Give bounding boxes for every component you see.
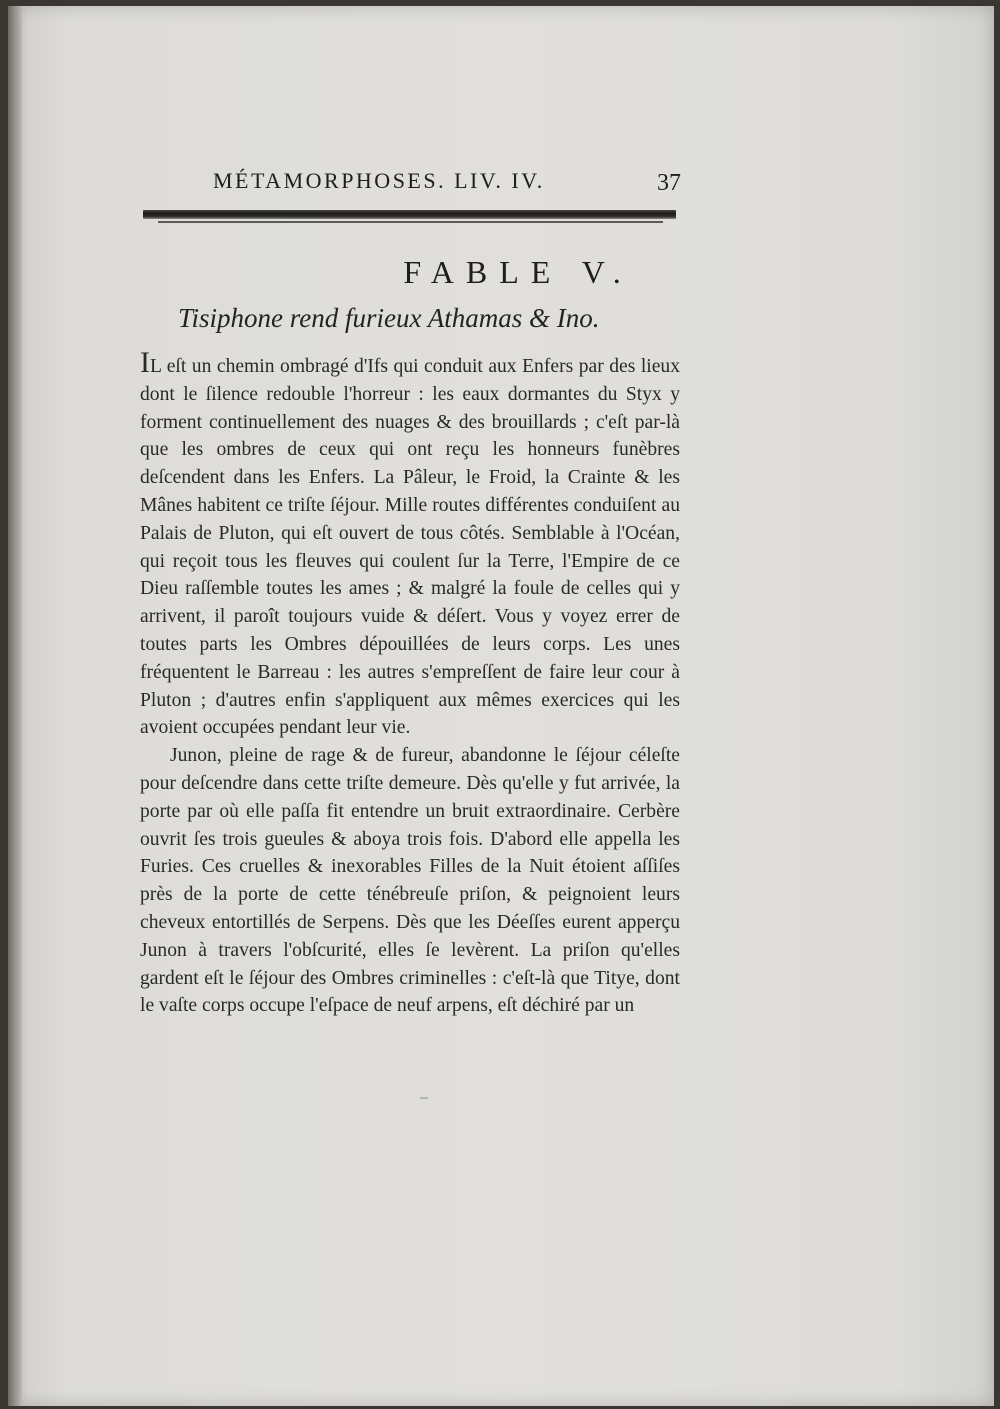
catchword: –: [420, 1089, 428, 1106]
body-text: [140, 346, 680, 1020]
header-rule: [143, 210, 676, 219]
paragraph-2: Junon, pleine de rage & de fureur, abandonne le ſéjour céleſte pour deſcendre dans cette triſte demeure. Dès qu'elle y fut arrivée, la porte par où elle paſſa fit entendre un bruit extraordinaire. Cerbère ouvrit ſes trois gueules & aboya trois fois. D'abord elle appella les Furies. Ces cruelles & inexorables Filles de la Nuit étoient aſſiſes près de la porte de cette ténébreuſe priſon, & peignoient leurs cheveux entortillés de Serpens. Dès que les Déeſſes eurent apperçu Junon à travers l'obſcurité, elles ſe levèrent. La priſon qu'elles gardent eſt le ſéjour des Ombres criminelles : c'eſt-là que Titye, dont le vaſte corps occupe l'eſpace de neuf arpens, eſt déchiré par un: [140, 745, 680, 1017]
running-title: MÉTAMORPHOSES. LIV. IV.: [213, 168, 545, 193]
page-number: 37: [657, 170, 681, 196]
header-rule-thin: [158, 221, 663, 223]
page-gutter: [8, 6, 22, 1406]
paragraph-1-text: L eſt un chemin ombragé d'Ifs qui conduit aux Enfers par des lieux dont le ſilence redouble l'horreur : les eaux dormantes du Styx y forment continuellement des nuages & des brouillards ; c'eſt par-là que les ombres de ceux qui ont reçu les honneurs funèbres deſcendent dans les Enfers. La Pâleur, le Froid, la Crainte & les Mânes habitent ce triſte ſéjour. Mille routes différentes conduiſent au Palais de Pluton, qui eſt ouvert de tous côtés. Semblable à l'Océan, qui reçoit tous les fleuves qui coulent ſur la Terre, l'Empire de ce Dieu raſſemble toutes les ames ; & malgré la foule de celles qui y arrivent, il paroît toujours vuide & déſert. Vous y voyez errer de toutes parts les Ombres dépouillées de leurs corps. Les unes fréquentent le Barreau : les autres s'empreſſent de faire leur cour à Pluton ; d'autres enfin s'appliquent aux mêmes exercices qui les avoient occupées pendant leur vie.: [140, 356, 680, 739]
running-head: [213, 168, 683, 204]
paragraph-1: [140, 346, 680, 742]
fable-title: FABLE V.: [403, 254, 633, 290]
fable-subtitle: Tisiphone rend furieux Athamas & Ino.: [178, 303, 600, 333]
book-page: [8, 6, 994, 1406]
initial-letter: I: [140, 346, 150, 379]
